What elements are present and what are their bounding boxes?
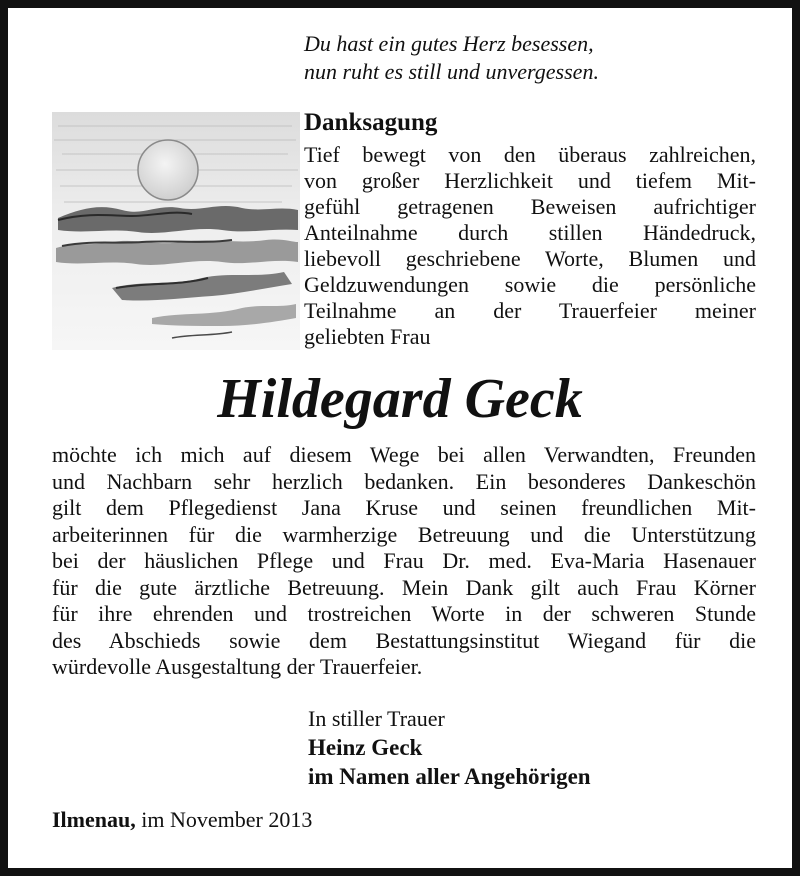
- place-name: Ilmenau,: [52, 807, 136, 832]
- thanks-line: möchte ich mich auf diesem Wege bei allen Verwandten, Freunden: [52, 442, 756, 467]
- thanks-line: bei der häuslichen Pflege und Frau Dr. med. Eva-Maria Hasenauer: [52, 548, 756, 573]
- intro-line: gefühl getragenen Beweisen aufrichtiger: [304, 194, 756, 219]
- intro-line: Teilnahme an der Trauerfeier meiner: [304, 298, 756, 323]
- signoff-family-note: im Namen aller Angehörigen: [308, 764, 591, 789]
- heading-danksagung: Danksagung: [304, 109, 438, 136]
- signoff-greeting: In stiller Trauer: [308, 706, 445, 731]
- intro-line: Anteilnahme durch stillen Händedruck,: [304, 220, 756, 245]
- thanks-line: für ihre ehrenden und trostreichen Worte in der schweren Stunde: [52, 601, 756, 626]
- motto-verse: [304, 30, 764, 86]
- thanks-line: würdevolle Ausgestaltung der Trauerfeier.: [52, 654, 423, 679]
- motto-line: nun ruht es still und unvergessen.: [304, 59, 599, 84]
- motto-line: Du hast ein gutes Herz besessen,: [304, 31, 594, 56]
- intro-line: von großer Herzlichkeit und tiefem Mit-: [304, 168, 756, 193]
- thanks-paragraph: [52, 442, 756, 681]
- intro-line: liebevoll geschriebene Worte, Blumen und: [304, 246, 756, 271]
- intro-line: geliebten Frau: [304, 324, 431, 349]
- intro-line: Tief bewegt von den überaus zahlreichen,: [304, 142, 756, 167]
- thanks-line: gilt dem Pflegedienst Jana Kruse und seinen freundlichen Mit-: [52, 495, 756, 520]
- deceased-name: Hildegard Geck: [217, 368, 583, 430]
- signoff-block: [308, 704, 768, 791]
- thanks-line: arbeiterinnen für die warmherzige Betreuung und die Unterstützung: [52, 521, 756, 547]
- date-text: im November 2013: [141, 807, 313, 832]
- place-date-line: [52, 806, 312, 834]
- thanks-line: für die gute ärztliche Betreuung. Mein Dank gilt auch Frau Körner: [52, 574, 756, 600]
- signoff-signatory: Heinz Geck: [308, 735, 423, 760]
- intro-paragraph: [304, 142, 756, 350]
- moon-over-hills-drawing-icon: [52, 112, 300, 350]
- intro-line: Geldzuwendungen sowie die persönliche: [304, 272, 756, 297]
- thanks-line: und Nachbarn sehr herzlich bedanken. Ein besonderes Dankeschön: [52, 468, 756, 494]
- thanks-line: des Abschieds sowie dem Bestattungsinstitut Wiegand für die: [52, 627, 756, 653]
